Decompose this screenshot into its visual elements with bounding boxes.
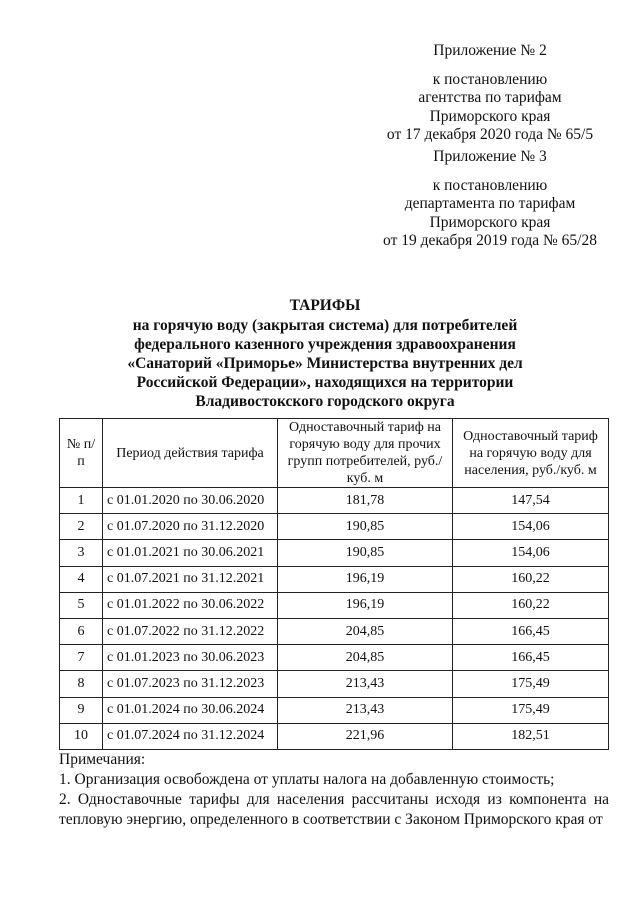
table-row bbox=[60, 618, 609, 644]
cell-period: с 01.07.2022 по 31.12.2022 bbox=[103, 618, 278, 644]
table-row bbox=[60, 697, 609, 723]
cell-tariff-other: 204,85 bbox=[278, 645, 453, 671]
table-row bbox=[60, 566, 609, 592]
tariff-table bbox=[59, 418, 609, 750]
cell-no: 1 bbox=[60, 488, 103, 514]
cell-period: с 01.07.2020 по 31.12.2020 bbox=[103, 514, 278, 540]
cell-tariff-other: 181,78 bbox=[278, 488, 453, 514]
annex-line: агентства по тарифам bbox=[418, 89, 562, 106]
header-tariff-population: Одноставочный тариф на горячую воду для населения, руб./куб. м bbox=[453, 419, 609, 488]
cell-tariff-population: 160,22 bbox=[453, 566, 609, 592]
annex-line: департамента по тарифам bbox=[404, 195, 576, 212]
cell-period: с 01.07.2021 по 31.12.2021 bbox=[103, 566, 278, 592]
notes-heading: Примечания: bbox=[59, 751, 146, 768]
title-line: Российской Федерации», находящихся на территории bbox=[136, 374, 514, 391]
cell-period: с 01.01.2021 по 30.06.2021 bbox=[103, 540, 278, 566]
header-period: Период действия тарифа bbox=[103, 419, 278, 488]
cell-tariff-other: 190,85 bbox=[278, 514, 453, 540]
cell-tariff-other: 221,96 bbox=[278, 723, 453, 749]
table-row bbox=[60, 645, 609, 671]
title-line: «Санаторий «Приморье» Министерства внутренних дел bbox=[127, 355, 523, 372]
cell-tariff-population: 147,54 bbox=[453, 488, 609, 514]
cell-no: 9 bbox=[60, 697, 103, 723]
title-line: на горячую воду (закрытая система) для потребителей bbox=[132, 317, 518, 334]
cell-tariff-other: 190,85 bbox=[278, 540, 453, 566]
cell-tariff-population: 154,06 bbox=[453, 540, 609, 566]
cell-no: 8 bbox=[60, 671, 103, 697]
title-main: ТАРИФЫ bbox=[289, 297, 361, 314]
header-tariff-other: Одноставочный тариф на горячую воду для прочих групп потребителей, руб./куб. м bbox=[278, 419, 453, 488]
cell-tariff-population: 175,49 bbox=[453, 671, 609, 697]
notes-section bbox=[59, 750, 609, 830]
table-row bbox=[60, 514, 609, 540]
annex-line: Приморского края bbox=[429, 213, 551, 231]
document-title bbox=[80, 296, 570, 411]
cell-no: 7 bbox=[60, 645, 103, 671]
cell-tariff-population: 154,06 bbox=[453, 514, 609, 540]
cell-period: с 01.01.2022 по 30.06.2022 bbox=[103, 592, 278, 618]
annex-block-2 bbox=[370, 148, 610, 251]
annex-line: к постановлению bbox=[432, 176, 548, 194]
cell-tariff-population: 160,22 bbox=[453, 592, 609, 618]
title-line: Владивостокского городского округа bbox=[195, 393, 455, 410]
cell-period: с 01.07.2023 по 31.12.2023 bbox=[103, 671, 278, 697]
cell-no: 3 bbox=[60, 540, 103, 566]
cell-no: 4 bbox=[60, 566, 103, 592]
cell-tariff-other: 213,43 bbox=[278, 671, 453, 697]
cell-tariff-population: 175,49 bbox=[453, 697, 609, 723]
cell-tariff-population: 182,51 bbox=[453, 723, 609, 749]
table-row bbox=[60, 488, 609, 514]
cell-period: с 01.01.2024 по 30.06.2024 bbox=[103, 697, 278, 723]
note-item: 2. Одноставочные тарифы для населения рассчитаны исходя из компонента на тепловую энергию, определенного в соответствии с Законом Приморского края от bbox=[59, 791, 609, 828]
annex-heading: Приложение № 3 bbox=[433, 148, 547, 165]
annex-line: к постановлению bbox=[432, 70, 548, 88]
cell-no: 2 bbox=[60, 514, 103, 540]
annex-line: от 17 декабря 2020 года № 65/5 bbox=[386, 126, 594, 143]
cell-period: с 01.01.2020 по 30.06.2020 bbox=[103, 488, 278, 514]
table-row bbox=[60, 671, 609, 697]
table-header-row bbox=[60, 419, 609, 488]
title-line: федерального казенного учреждения здравоохранения bbox=[134, 336, 516, 353]
cell-tariff-other: 196,19 bbox=[278, 566, 453, 592]
cell-tariff-other: 196,19 bbox=[278, 592, 453, 618]
cell-period: с 01.07.2024 по 31.12.2024 bbox=[103, 723, 278, 749]
annex-block-1 bbox=[370, 42, 610, 145]
table-row bbox=[60, 723, 609, 749]
cell-tariff-other: 204,85 bbox=[278, 618, 453, 644]
cell-period: с 01.01.2023 по 30.06.2023 bbox=[103, 645, 278, 671]
cell-tariff-population: 166,45 bbox=[453, 618, 609, 644]
header-no: № п/п bbox=[60, 419, 103, 488]
cell-no: 5 bbox=[60, 592, 103, 618]
table-row bbox=[60, 592, 609, 618]
annex-line: от 19 декабря 2019 года № 65/28 bbox=[383, 232, 597, 249]
cell-no: 6 bbox=[60, 618, 103, 644]
cell-no: 10 bbox=[60, 723, 103, 749]
annex-line: Приморского края bbox=[429, 107, 551, 125]
cell-tariff-population: 166,45 bbox=[453, 645, 609, 671]
cell-tariff-other: 213,43 bbox=[278, 697, 453, 723]
table-row bbox=[60, 540, 609, 566]
annex-heading: Приложение № 2 bbox=[433, 42, 547, 59]
note-item: 1. Организация освобождена от уплаты налога на добавленную стоимость; bbox=[59, 771, 555, 788]
